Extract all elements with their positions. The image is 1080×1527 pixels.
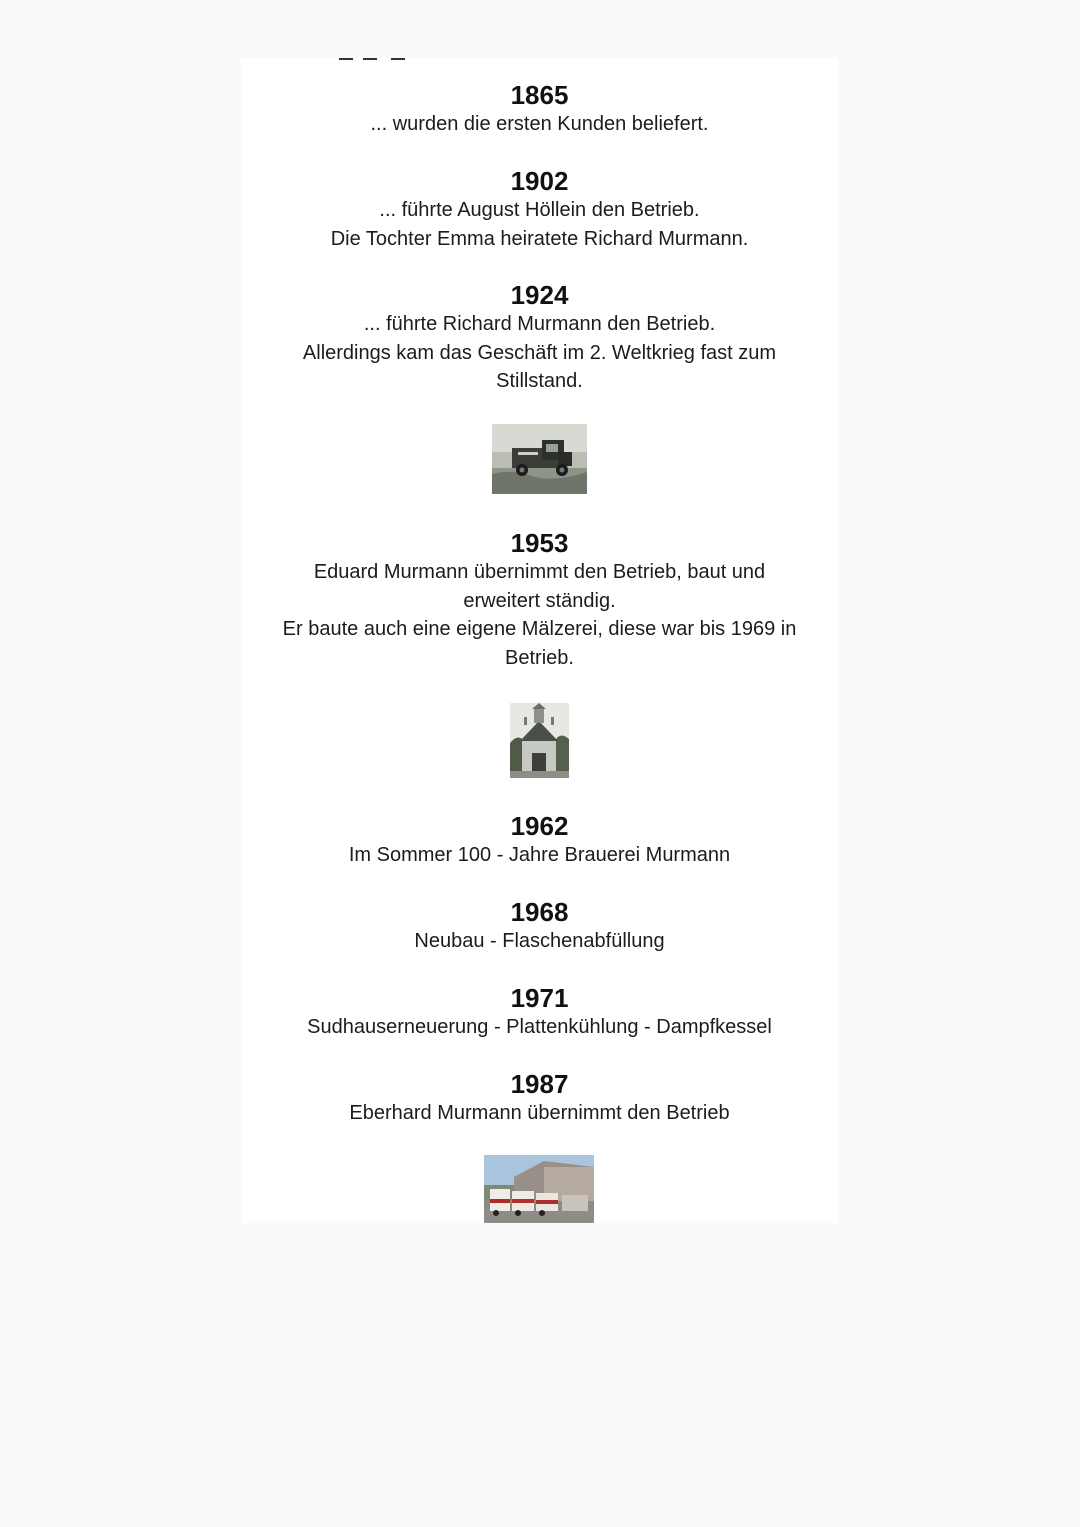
- entry-text: Betrieb.: [505, 646, 574, 669]
- cropped-previous-line: [241, 58, 838, 62]
- entry-text: Er baute auch eine eigene Mälzerei, diese war bis 1969 in: [282, 618, 797, 640]
- history-page: [241, 58, 838, 1223]
- entry-text: ... führte August Höllein den Betrieb.: [379, 199, 700, 221]
- entry-year: 1962: [510, 811, 569, 841]
- entry-text: ... wurden die ersten Kunden beliefert.: [370, 113, 709, 135]
- timeline-entry-1953: [241, 528, 838, 672]
- timeline-entry-1971: [241, 983, 838, 1042]
- entry-year: 1971: [510, 983, 569, 1013]
- entry-text: Stillstand.: [496, 370, 583, 392]
- entry-text: Allerdings kam das Geschäft im 2. Weltkrieg fast zum: [302, 341, 777, 364]
- entry-year: 1902: [510, 166, 569, 196]
- malthouse-tower-photo: [510, 703, 569, 778]
- timeline-entry-1865: [241, 80, 838, 139]
- timeline-entry-1902: [241, 166, 838, 253]
- entry-text: Neubau - Flaschenabfüllung: [414, 930, 665, 952]
- entry-year: 1865: [510, 80, 569, 110]
- entry-text: Eduard Murmann übernimmt den Betrieb, baut und: [313, 561, 766, 583]
- entry-year: 1953: [510, 528, 569, 558]
- entry-year: 1987: [510, 1069, 569, 1099]
- timeline-entry-1924: [241, 280, 838, 396]
- entry-text: Sudhauserneuerung - Plattenkühlung - Dampfkessel: [307, 1016, 772, 1038]
- entry-text: erweitert ständig.: [463, 589, 616, 612]
- vintage-truck-photo: [492, 424, 587, 494]
- timeline-entry-1962: [241, 811, 838, 870]
- timeline-entry-1987: [241, 1069, 838, 1128]
- timeline-entry-1968: [241, 897, 838, 956]
- entry-text: ... führte Richard Murmann den Betrieb.: [363, 313, 716, 335]
- entry-year: 1924: [510, 280, 569, 310]
- entry-text: Die Tochter Emma heiratete Richard Murmann.: [330, 227, 749, 250]
- delivery-fleet-photo: [484, 1155, 594, 1223]
- entry-year: 1968: [510, 897, 569, 927]
- entry-text: Eberhard Murmann übernimmt den Betrieb: [349, 1102, 730, 1124]
- entry-text: Im Sommer 100 - Jahre Brauerei Murmann: [348, 844, 731, 866]
